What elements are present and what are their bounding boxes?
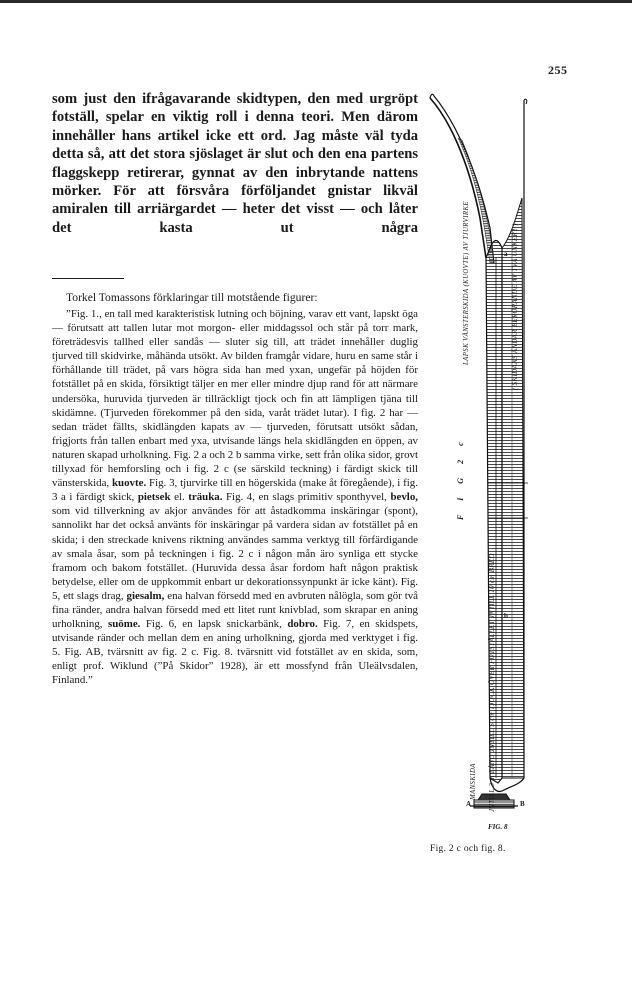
figure-label-fig2c: F I G 2 c <box>456 436 465 520</box>
footnote-text: el. <box>174 491 185 504</box>
figure-desc-bottom: MANSKIDA <box>470 763 477 800</box>
section-letter-b: B <box>520 800 525 808</box>
footnote-text: som vid tillverkning av akjor användes för att åstadkomma inskäringar (spont), sannolikt har det också använts för inskäringar på vardera sidan av fotstället på en skida; i den streckade knivens riktning användes samma verktyg till förfärdigande av smala åsar, som på teckningen i fig. 2 c i någon mån äro synliga ett stycke framom och bakom fotstället. (Huruvida dessa åsar fordom haft någon praktisk betydelse, eller om de uppkommit enbart ur dekorationssynpunkt är icke känt). Fig. 5, ett slags drag, <box>52 505 418 602</box>
term-bevlo: bevlo, <box>390 491 418 504</box>
figure-desc-left: LAPSK VÄNSTERSKIDA (KUOVTE) AV TJURVIRKE <box>463 201 470 365</box>
term-suome: suöme. <box>108 618 141 631</box>
top-rule <box>0 0 632 3</box>
marker-a: a <box>504 250 508 258</box>
figure-caption: Fig. 2 c och fig. 8. <box>430 844 506 854</box>
footnote-text: ”Fig. 1., en tall med karakteristisk lutning och böjning, varav ett vant, lapskt öga — förutsatt att tallen lutar mot morgon- eller middagssol och står på torr mark, företrädesvis tallhed eller sandås — sluter sig till, att trädet innehåller duglig tjurved till skidvirke, måhända utsökt. Av bilden framgår vidare, huru en same står i förhållande till trädet, på vars högra sida han med yxan, ungefär på höjden för fotstället på en skida, försiktigt täljer en mer eller mindre djup rand för att närmare undersöka, huruvida tjurveden är tillräckligt tjock och fin att lämpligen tjäna till skidämne. (Tjurveden förekommer på den sida, varåt trädet lutar). I fig. 2 har — sedan trädet fällts, skidlängden kapats av — tjurveden, förutsatt utsökt sådan, frigjorts från tallen enbart med yxa, utvisande längs hela skidlängden en öppen, av naturen skapad urholkning. Fig. 2 a och 2 b samma virke, sett från olika sidor, grovt tillyxad för hemforsling och i fig. 2 c (se särskild teckning) i färdigt skick till vänsterskida, <box>52 308 418 490</box>
marker-b: b <box>504 612 508 620</box>
term-pietsek: pietsek <box>137 491 171 504</box>
term-trauka: träuka. <box>188 491 223 504</box>
figure-desc-right: ( SKIDANS ÄNDAR BERÖRANDE AV TVÅ UNKERT ) <box>512 223 519 390</box>
ski-drawing <box>428 88 536 838</box>
footnote-intro: Torkel Tomassons förklaringar till motstående figurer: <box>66 291 318 304</box>
footnote-text: Fig. 4, en slags primitiv sponthyvel, <box>226 491 387 504</box>
footnote-text: Fig. 7, en skidspets, utvisande ränder och mellan dem en aning urholkning, gjorda med verktyget i fig. 5. Fig. AB, tvärsnitt av fig. 2 c. Fig. 8. tvärsnitt vid fotstället av en skida, som, enligt prof. Wiklund (”På Skidor” 1928), är ett mossfynd från Uleälvsdalen, Finland.” <box>52 618 418 687</box>
ski-tip-outline <box>430 98 486 258</box>
section-letter-a: A <box>466 800 472 808</box>
figure-label-fig8: FIG. 8 <box>488 823 508 831</box>
footnote-separator <box>52 278 124 279</box>
footnote-text: Fig. 6, en lapsk snickarbänk, <box>145 618 282 631</box>
footnote-text: ena halvan försedd med en avbruten nålögla, som gör två fina ränder, andra halvan försedd med ett litet runt knivblad, som skrapar en aning urholkning, <box>52 589 418 631</box>
term-giesalm: giesalm, <box>126 589 165 602</box>
footnote-body <box>52 307 418 688</box>
ski-figure <box>428 88 536 838</box>
term-dobro: dobro. <box>287 618 318 631</box>
footnote-text: Fig. 3, tjurvirke till en högerskida (make åt föregående), i fig. 3 a i färdigt skick, <box>52 477 418 504</box>
term-kuovte: kuovte. <box>112 477 147 490</box>
body-paragraph: som just den ifrågavarande skidtypen, den med urgröpt fotställ, spelar en viktig roll i denna teori. Men därom innehåller hans artikel icke ett ord. Jag måste väl tyda detta så, att det stora sjöslaget är slut och den ena partens flaggskepp retirerar, gynnat av den inbrytande nattens mörker. För att försvåra förföljandet gnistar likväl amiralen till arriärgardet — heter det visst — och låter det kasta ut några <box>52 91 418 236</box>
page-number: 255 <box>548 63 568 77</box>
figure-desc-inner: JNTILL 3 m LÅNG JNTILL 5 cm TJOCK ÖVER FOTSTÄLLET JNTILL 10 cm BRED <box>489 553 496 812</box>
